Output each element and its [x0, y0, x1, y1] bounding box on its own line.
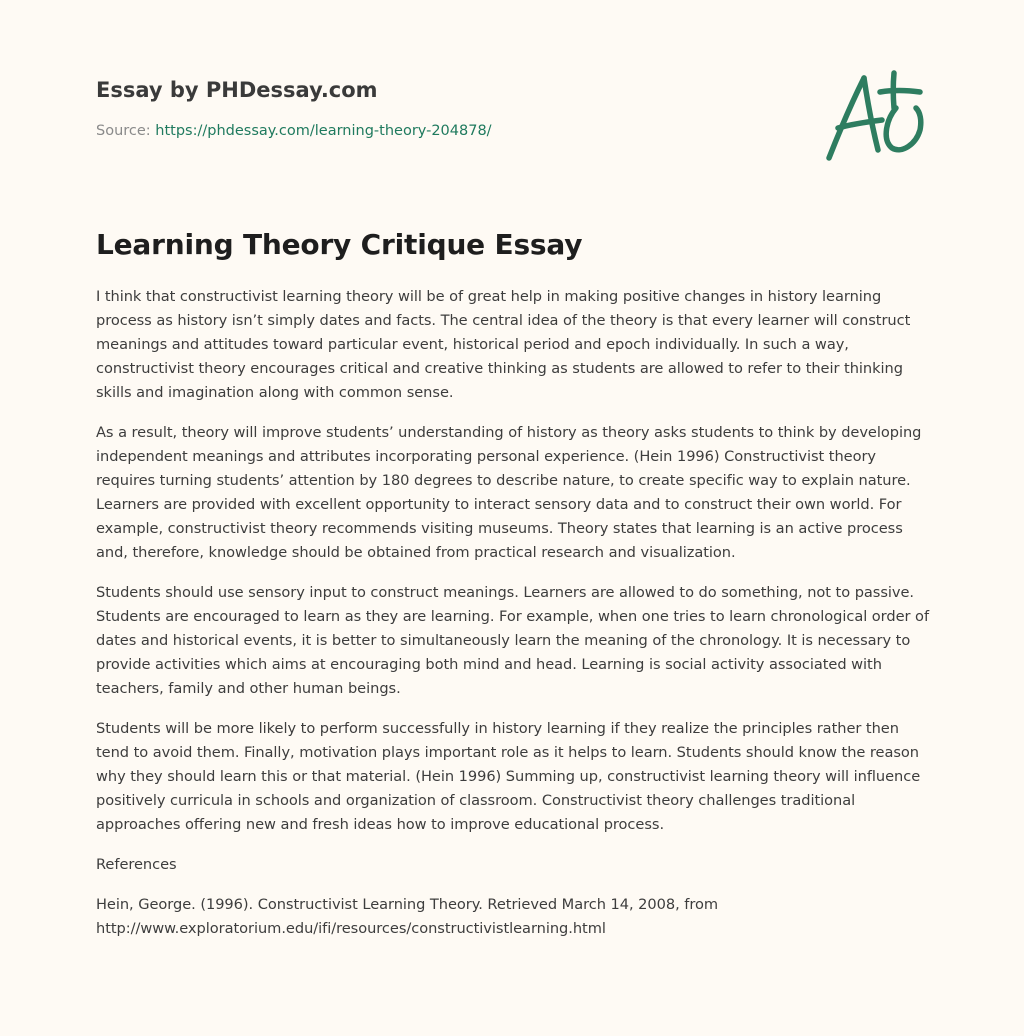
source-line: [96, 121, 796, 141]
a-plus-logo-icon: [822, 68, 928, 164]
site-title: Essay by PHDessay.com: [96, 78, 378, 102]
essay-body: [96, 285, 930, 957]
essay-paragraph: I think that constructivist learning theory will be of great help in making positive changes in history learning process as history isn’t simply dates and facts. The central idea of the theory is that every learner will construct meanings and attitudes toward particular event, historical period and epoch individually. In such a way, constructivist theory encourages critical and creative thinking as students are allowed to refer to their thinking skills and imagination along with common sense.: [96, 288, 911, 401]
source-link[interactable]: https://phdessay.com/learning-theory-204878/: [155, 123, 492, 139]
source-label: Source:: [96, 123, 151, 139]
essay-paragraph: As a result, theory will improve students’ understanding of history as theory asks students to think by developing independent meanings and attributes incorporating personal experience. (Hein 1996) Constructivist theory requires turning students’ attention by 180 degrees to describe nature, to create specific way to explain nature. Learners are provided with excellent opportunity to interact sensory data and to construct their own world. For example, constructivist theory recommends visiting museums. Theory states that learning is an active process and, therefore, knowledge should be obtained from practical research and visualization.: [96, 424, 922, 561]
essay-paragraph: Students will be more likely to perform successfully in history learning if they realize the principles rather then tend to avoid them. Finally, motivation plays important role as it helps to learn. Students should know the reason why they should learn this or that material. (Hein 1996) Summing up, constructivist learning theory will influence positively curricula in schools and organization of classroom. Constructivist theory challenges traditional approaches offering new and fresh ideas how to improve educational process.: [96, 720, 921, 833]
reference-entry: Hein, George. (1996). Constructivist Learning Theory. Retrieved March 14, 2008, from http://www.exploratorium.edu/ifi/resources/constructivistlearning.html: [96, 896, 719, 937]
essay-title: Learning Theory Critique Essay: [96, 228, 583, 261]
essay-paragraph: Students should use sensory input to construct meanings. Learners are allowed to do something, not to passive. Students are encouraged to learn as they are learning. For example, when one tries to learn chronological order of dates and historical events, it is better to simultaneously learn the meaning of the chronology. It is necessary to provide activities which aims at encouraging both mind and head. Learning is social activity associated with teachers, family and other human beings.: [96, 584, 930, 697]
references-heading: References: [96, 856, 177, 873]
page-header: [96, 76, 796, 141]
